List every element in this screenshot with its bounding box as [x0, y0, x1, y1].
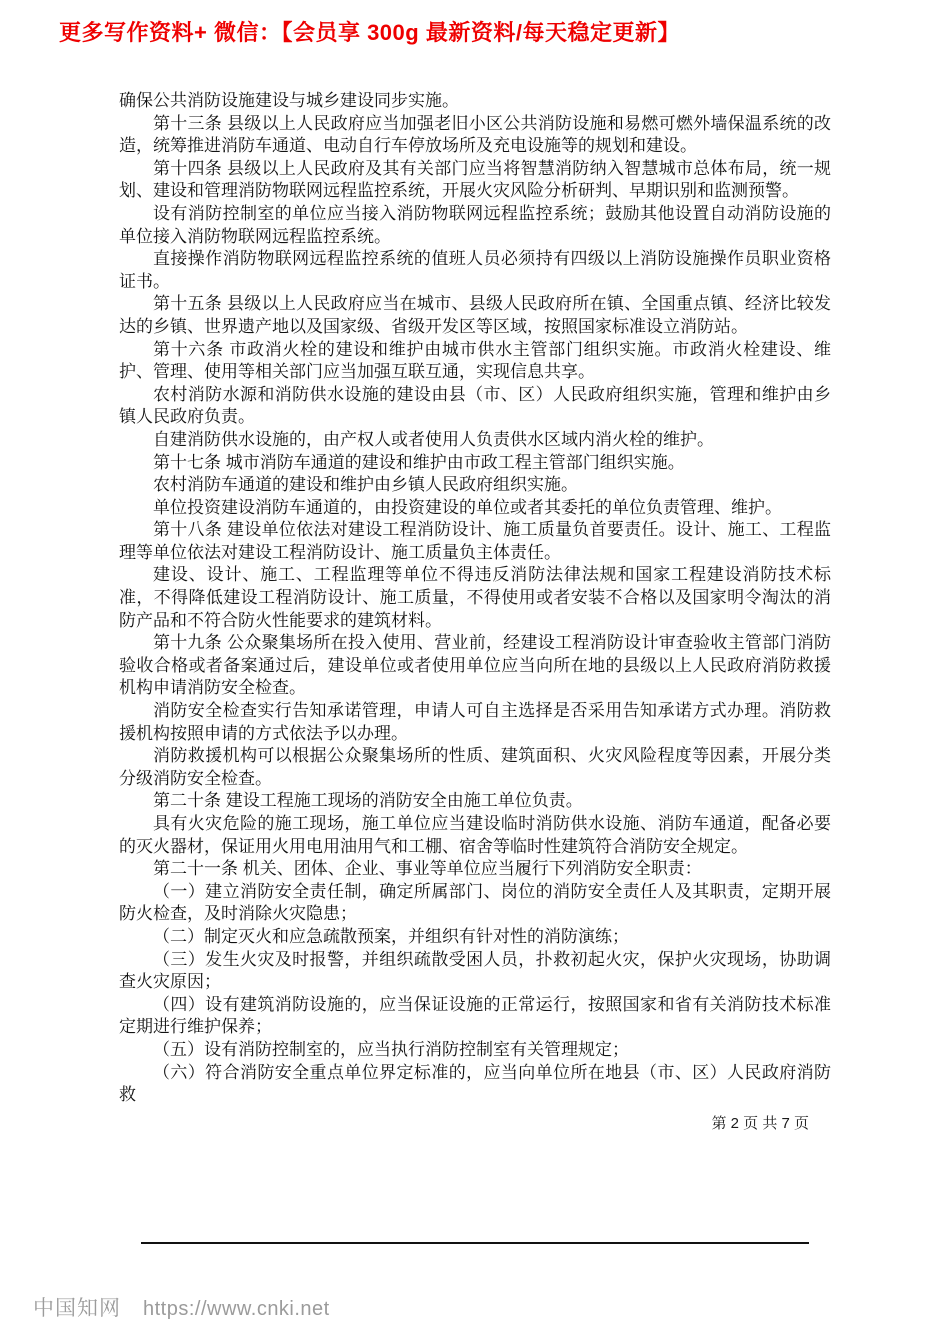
- cnki-logo: 中国知网: [33, 1297, 121, 1320]
- paragraph: 消防安全检查实行告知承诺管理，申请人可自主选择是否采用告知承诺方式办理。消防救援机构按照申请的方式依法予以办理。: [119, 701, 831, 743]
- paragraph: （一）建立消防安全责任制，确定所属部门、岗位的消防安全责任人及其职责，定期开展防火检查，及时消除火灾隐患；: [119, 881, 831, 924]
- paragraph: （三）发生火灾及时报警，并组织疏散受困人员，扑救初起火灾，保护火灾现场，协助调查火灾原因；: [119, 949, 831, 992]
- paragraph: （五）设有消防控制室的，应当执行消防控制室有关管理规定；: [153, 1039, 629, 1059]
- paragraph: （四）设有建筑消防设施的，应当保证设施的正常运行，按照国家和省有关消防技术标准定期进行维护保养；: [119, 994, 831, 1037]
- paragraph: 第十六条 市政消火栓的建设和维护由城市供水主管部门组织实施。市政消火栓建设、维护、管理、使用等相关部门应当加强互联互通，实现信息共享。: [119, 339, 831, 382]
- paragraph: 第十五条 县级以上人民政府应当在城市、县级人民政府所在镇、全国重点镇、经济比较发达的乡镇、世界遗产地以及国家级、省级开发区等区域，按照国家标准设立消防站。: [119, 294, 831, 336]
- paragraph: 农村消防水源和消防供水设施的建设由县（市、区）人民政府组织实施，管理和维护由乡镇人民政府负责。: [119, 384, 831, 427]
- paragraph: 第十七条 城市消防车通道的建设和维护由市政工程主管部门组织实施。: [153, 452, 685, 472]
- paragraph: 第十四条 县级以上人民政府及其有关部门应当将智慧消防纳入智慧城市总体布局，统一规划、建设和管理消防物联网远程监控系统，开展火灾风险分析研判、早期识别和监测预警。: [119, 158, 831, 201]
- paragraph: （六）符合消防安全重点单位界定标准的，应当向单位所在地县（市、区）人民政府消防救: [119, 1062, 831, 1105]
- site-footer: [33, 1292, 330, 1322]
- page-number: 第 2 页 共 7 页: [711, 1115, 809, 1132]
- paragraph: 自建消防供水设施的，由产权人或者使用人负责供水区域内消火栓的维护。: [153, 429, 714, 449]
- paragraph: 建设、设计、施工、工程监理等单位不得违反消防法律法规和国家工程建设消防技术标准，不得降低建设工程消防设计、施工质量，不得使用或者安装不合格以及国家明令淘汰的消防产品和不符合防火性能要求的建筑材料。: [119, 565, 831, 630]
- paragraph: 具有火灾危险的施工现场，施工单位应当建设临时消防供水设施、消防车通道，配备必要的灭火器材，保证用火用电用油用气和工棚、宿舍等临时性建筑符合消防安全规定。: [119, 814, 831, 856]
- paragraph: 第二十一条 机关、团体、企业、事业等单位应当履行下列消防安全职责：: [153, 859, 702, 879]
- paragraph: （二）制定灭火和应急疏散预案，并组织有针对性的消防演练；: [153, 926, 629, 946]
- paragraph: 确保公共消防设施建设与城乡建设同步实施。: [119, 91, 459, 110]
- paragraph: 第十八条 建设单位依法对建设工程消防设计、施工质量负首要责任。设计、施工、工程监理等单位依法对建设工程消防设计、施工质量负主体责任。: [119, 520, 831, 562]
- paragraph: 第十三条 县级以上人民政府应当加强老旧小区公共消防设施和易燃可燃外墙保温系统的改造，统筹推进消防车通道、电动自行车停放场所及充电设施等的规划和建设。: [119, 113, 831, 156]
- paragraph: 第十九条 公众聚集场所在投入使用、营业前，经建设工程消防设计审查验收主管部门消防验收合格或者备案通过后，建设单位或者使用单位应当向所在地的县级以上人民政府消防救援机构申请消防安全检查。: [119, 633, 831, 698]
- paragraph: 农村消防车通道的建设和维护由乡镇人民政府组织实施。: [153, 475, 578, 495]
- cnki-url: https://www.cnki.net: [143, 1298, 330, 1320]
- promo-banner: 更多写作资料+ 微信：【会员享 300g 最新资料/每天稳定更新】: [59, 20, 680, 45]
- paragraph: 直接操作消防物联网远程监控系统的值班人员必须持有四级以上消防设施操作员职业资格证书。: [119, 249, 831, 291]
- paragraph: 消防救援机构可以根据公众聚集场所的性质、建筑面积、火灾风险程度等因素，开展分类分级消防安全检查。: [119, 746, 831, 788]
- document-body: [119, 90, 831, 1107]
- paragraph: 第二十条 建设工程施工现场的消防安全由施工单位负责。: [153, 791, 583, 811]
- paragraph: 单位投资建设消防车通道的，由投资建设的单位或者其委托的单位负责管理、维护。: [153, 497, 782, 517]
- paragraph: 设有消防控制室的单位应当接入消防物联网远程监控系统；鼓励其他设置自动消防设施的单位接入消防物联网远程监控系统。: [119, 203, 831, 246]
- footer-divider: [141, 1242, 809, 1244]
